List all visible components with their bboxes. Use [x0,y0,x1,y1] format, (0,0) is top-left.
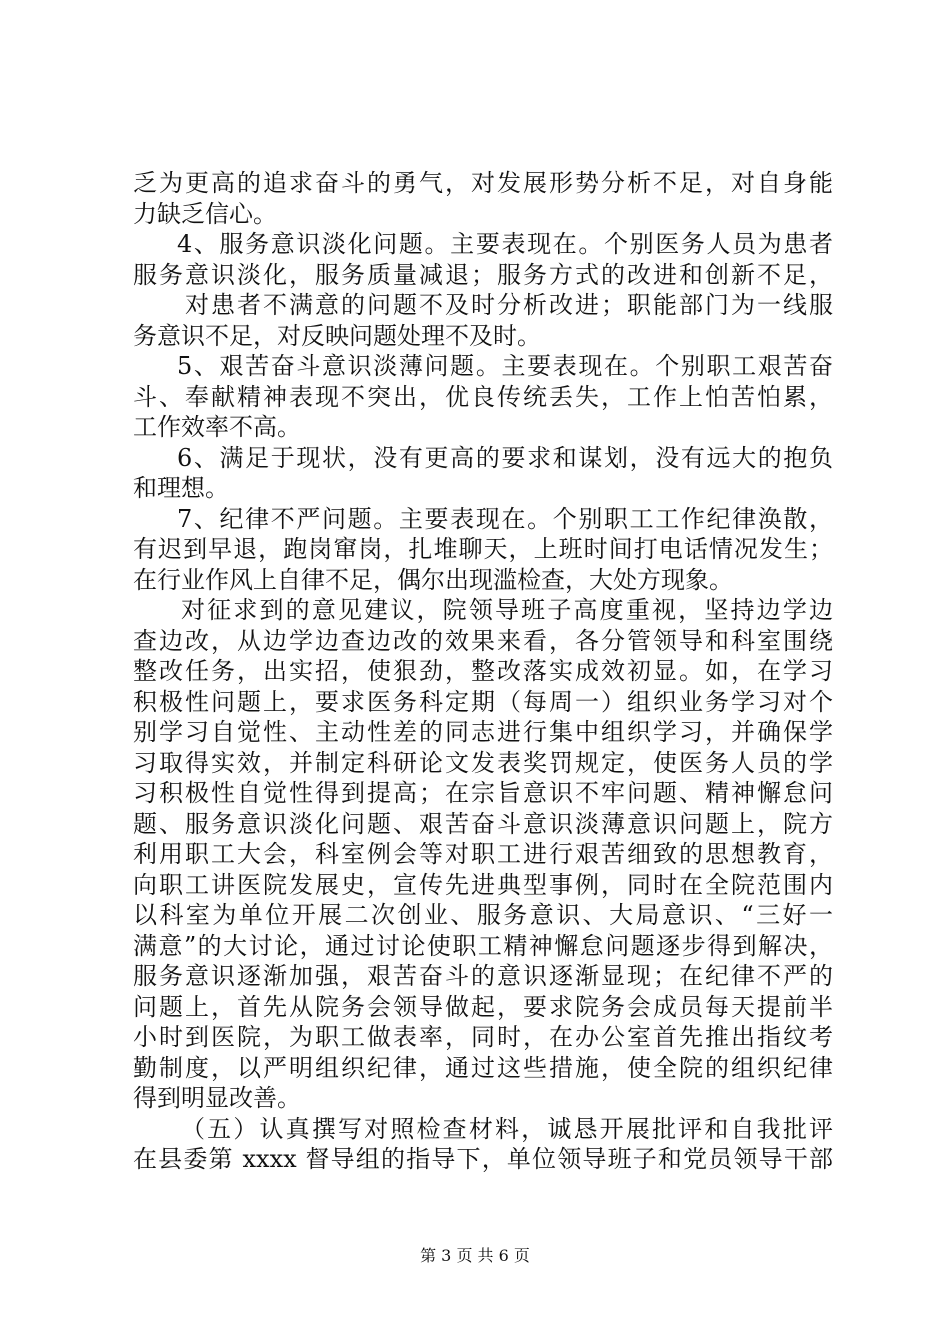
text-line: 以科室为单位开展二次创业、服务意识、大局意识、“三好一 [133,901,833,929]
text-line: 习积极性自觉性得到提高；在宗旨意识不牢问题、精神懈怠问 [133,779,833,807]
text-line: 积极性问题上，要求医务科定期（每周一）组织业务学习对个 [133,687,833,716]
text-line: 7、纪律不严问题。主要表现在。个别职工工作纪律涣散， [177,504,833,533]
text-line: 利用职工大会，科室例会等对职工进行艰苦细致的思想教育， [133,840,833,868]
text-line: 对患者不满意的问题不及时分析改进；职能部门为一线服 [185,291,833,319]
page-number-footer: 第 3 页 共 6 页 [420,1246,530,1265]
section-heading: （五）认真撰写对照检查材料，诚恳开展批评和自我批评 [181,1114,833,1143]
text-line: 5、艰苦奋斗意识淡薄问题。主要表现在。个别职工艰苦奋 [177,352,833,380]
text-line: 对征求到的意见建议，院领导班子高度重视，坚持边学边 [181,596,833,624]
text-line: 问题上，首先从院务会领导做起，要求院务会成员每天提前半 [133,992,833,1021]
text-line: 勤制度，以严明组织纪律，通过这些措施，使全院的组织纪律 [133,1053,833,1082]
text-line: 服务意识淡化，服务质量减退；服务方式的改进和创新不足， [133,260,833,289]
text-line: 向职工讲医院发展史，宣传先进典型事例，同时在全院范围内 [133,870,833,899]
text-line: 和理想。 [133,474,229,502]
text-line: 得到明显改善。 [133,1084,301,1112]
text-line: 在县委第 xxxx 督导组的指导下，单位领导班子和党员领导干部 [133,1145,833,1173]
text-line: 4、服务意识淡化问题。主要表现在。个别医务人员为患者 [177,230,833,258]
document-body [133,168,833,1175]
text-line: 工作效率不高。 [133,413,301,441]
text-line: 斗、奉献精神表现不突出，优良传统丢失，工作上怕苦怕累， [133,382,833,411]
text-line: 服务意识逐渐加强，艰苦奋斗的意识逐渐显现；在纪律不严的 [133,962,833,990]
text-line: 查边改，从边学边查边改的效果来看，各分管领导和科室围绕 [133,626,833,655]
text-line: 整改任务，出实招，使狠劲，整改落实成效初显。如，在学习 [133,657,833,685]
text-line: 满意”的大讨论，通过讨论使职工精神懈怠问题逐步得到解决， [133,931,833,960]
text-line: 力缺乏信心。 [133,199,277,228]
text-line: 务意识不足，对反映问题处理不及时。 [133,321,541,350]
text-line: 6、满足于现状，没有更高的要求和谋划，没有远大的抱负 [177,443,833,472]
text-line: 别学习自觉性、主动性差的同志进行集中组织学习，并确保学 [133,718,833,746]
text-line: 在行业作风上自律不足，偶尔出现滥检查，大处方现象。 [133,565,733,594]
text-line: 小时到医院，为职工做表率，同时，在办公室首先推出指纹考 [133,1023,833,1051]
text-line: 习取得实效，并制定科研论文发表奖罚规定，使医务人员的学 [133,748,833,777]
text-line: 题、服务意识淡化问题、艰苦奋斗意识淡薄意识问题上，院方 [133,809,833,838]
text-line: 乏为更高的追求奋斗的勇气，对发展形势分析不足，对自身能 [133,169,833,197]
text-line: 有迟到早退，跑岗窜岗，扎堆聊天，上班时间打电话情况发生； [133,535,833,563]
